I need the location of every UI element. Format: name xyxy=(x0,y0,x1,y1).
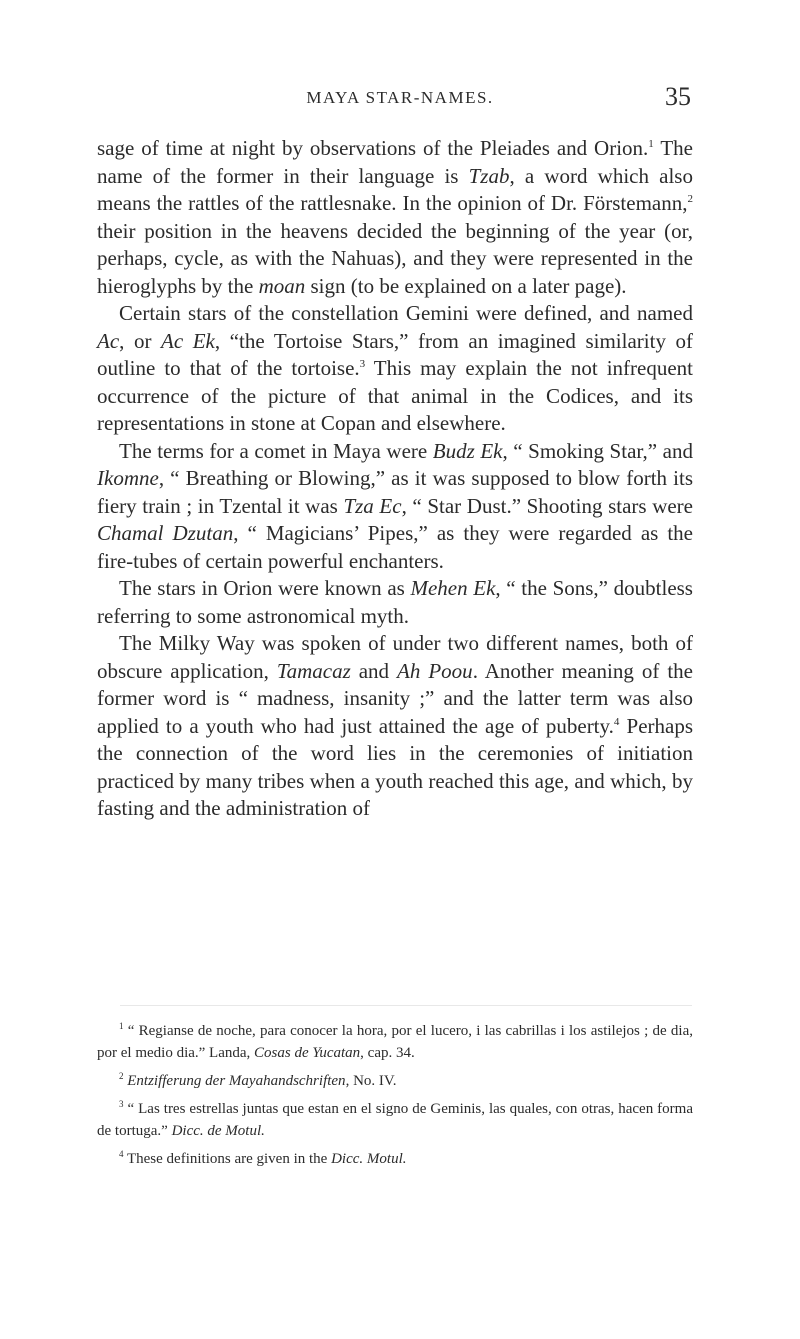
footnote-divider xyxy=(120,1005,692,1006)
footnote-2: $^2$ Entzifferung der Mayahandschriften, No. IV. xyxy=(119,1071,397,1089)
footnote-ref-4: 4 xyxy=(613,715,620,728)
running-head: MAYA STAR-NAMES. xyxy=(306,88,494,107)
footnote-3: $^3$ “ Las tres estrellas juntas que estan en el signo de Geminis, las quales, con otras, hacen forma de tortuga.” Dicc. de Motul. xyxy=(97,1099,693,1139)
body-text xyxy=(97,135,693,823)
paragraph-comet: The terms for a comet in Maya were Budz Ek, “ Smoking Star,” and Ikomne, “ Breathing or Blowing,” as it was supposed to blow forth its fiery train ; in Tzental it was Tza Ec, “ Star Dust.” Shooting stars were Chamal Dzutan, “ Magicians’ Pipes,” as they were regarded as the fire-tubes of certain powerful enchanters. xyxy=(97,438,693,573)
page-number: 35 xyxy=(665,82,691,111)
footnote-ref-3: 3 xyxy=(359,358,366,370)
footnote-ref-1: 1 xyxy=(648,138,654,150)
footnote-1: $^1$ “ Regianse de noche, para conocer la hora, por el lucero, i las cabrillas i los astilejos ; de dia, por el medio dia.” Landa, Cosas de Yucatan, cap. 34. xyxy=(97,1021,693,1061)
paragraph-pleiades: sage of time at night by observations of the Pleiades and Orion.$^1$ The name of the former in their language is Tzab, a word which also means the rattles of the rattlesnake. In the opinion of Dr. Förstemann,$^2$ their position in the heavens decided the beginning of the year (or, perhaps, cycle, as with the Nahuas), and they were represented in the hieroglyphs by the moan sign (to be explained on a later page). xyxy=(97,136,693,298)
paragraph-milky-way: The Milky Way was spoken of under two different names, both of obscure application, Tamacaz and Ah Poou. Another meaning of the former word is “ madness, insanity ;” and the latter term was also applied to a youth who had just attained the age of puberty.$^4$ Perhaps the connection of the word lies in the ceremonies of initiation practiced by many tribes when a youth reached this age, and which, by fasting and the administration of xyxy=(97,631,693,820)
footnote-ref-2: 2 xyxy=(687,193,693,205)
paragraph-orion: The stars in Orion were known as Mehen Ek, “ the Sons,” doubtless referring to some astronomical myth. xyxy=(97,576,693,628)
footnote-4: $^4$ These definitions are given in the Dicc. Motul. xyxy=(119,1149,407,1167)
page-header xyxy=(0,82,800,116)
footnotes xyxy=(97,1020,693,1176)
paragraph-gemini: Certain stars of the constellation Gemini were defined, and named Ac, or Ac Ek, “the Tortoise Stars,” from an imagined similarity of outline to that of the tortoise.$^3$ This may explain the not infrequent occurrence of the picture of that animal in the Codices, and its representations in stone at Copan and elsewhere. xyxy=(97,301,694,435)
